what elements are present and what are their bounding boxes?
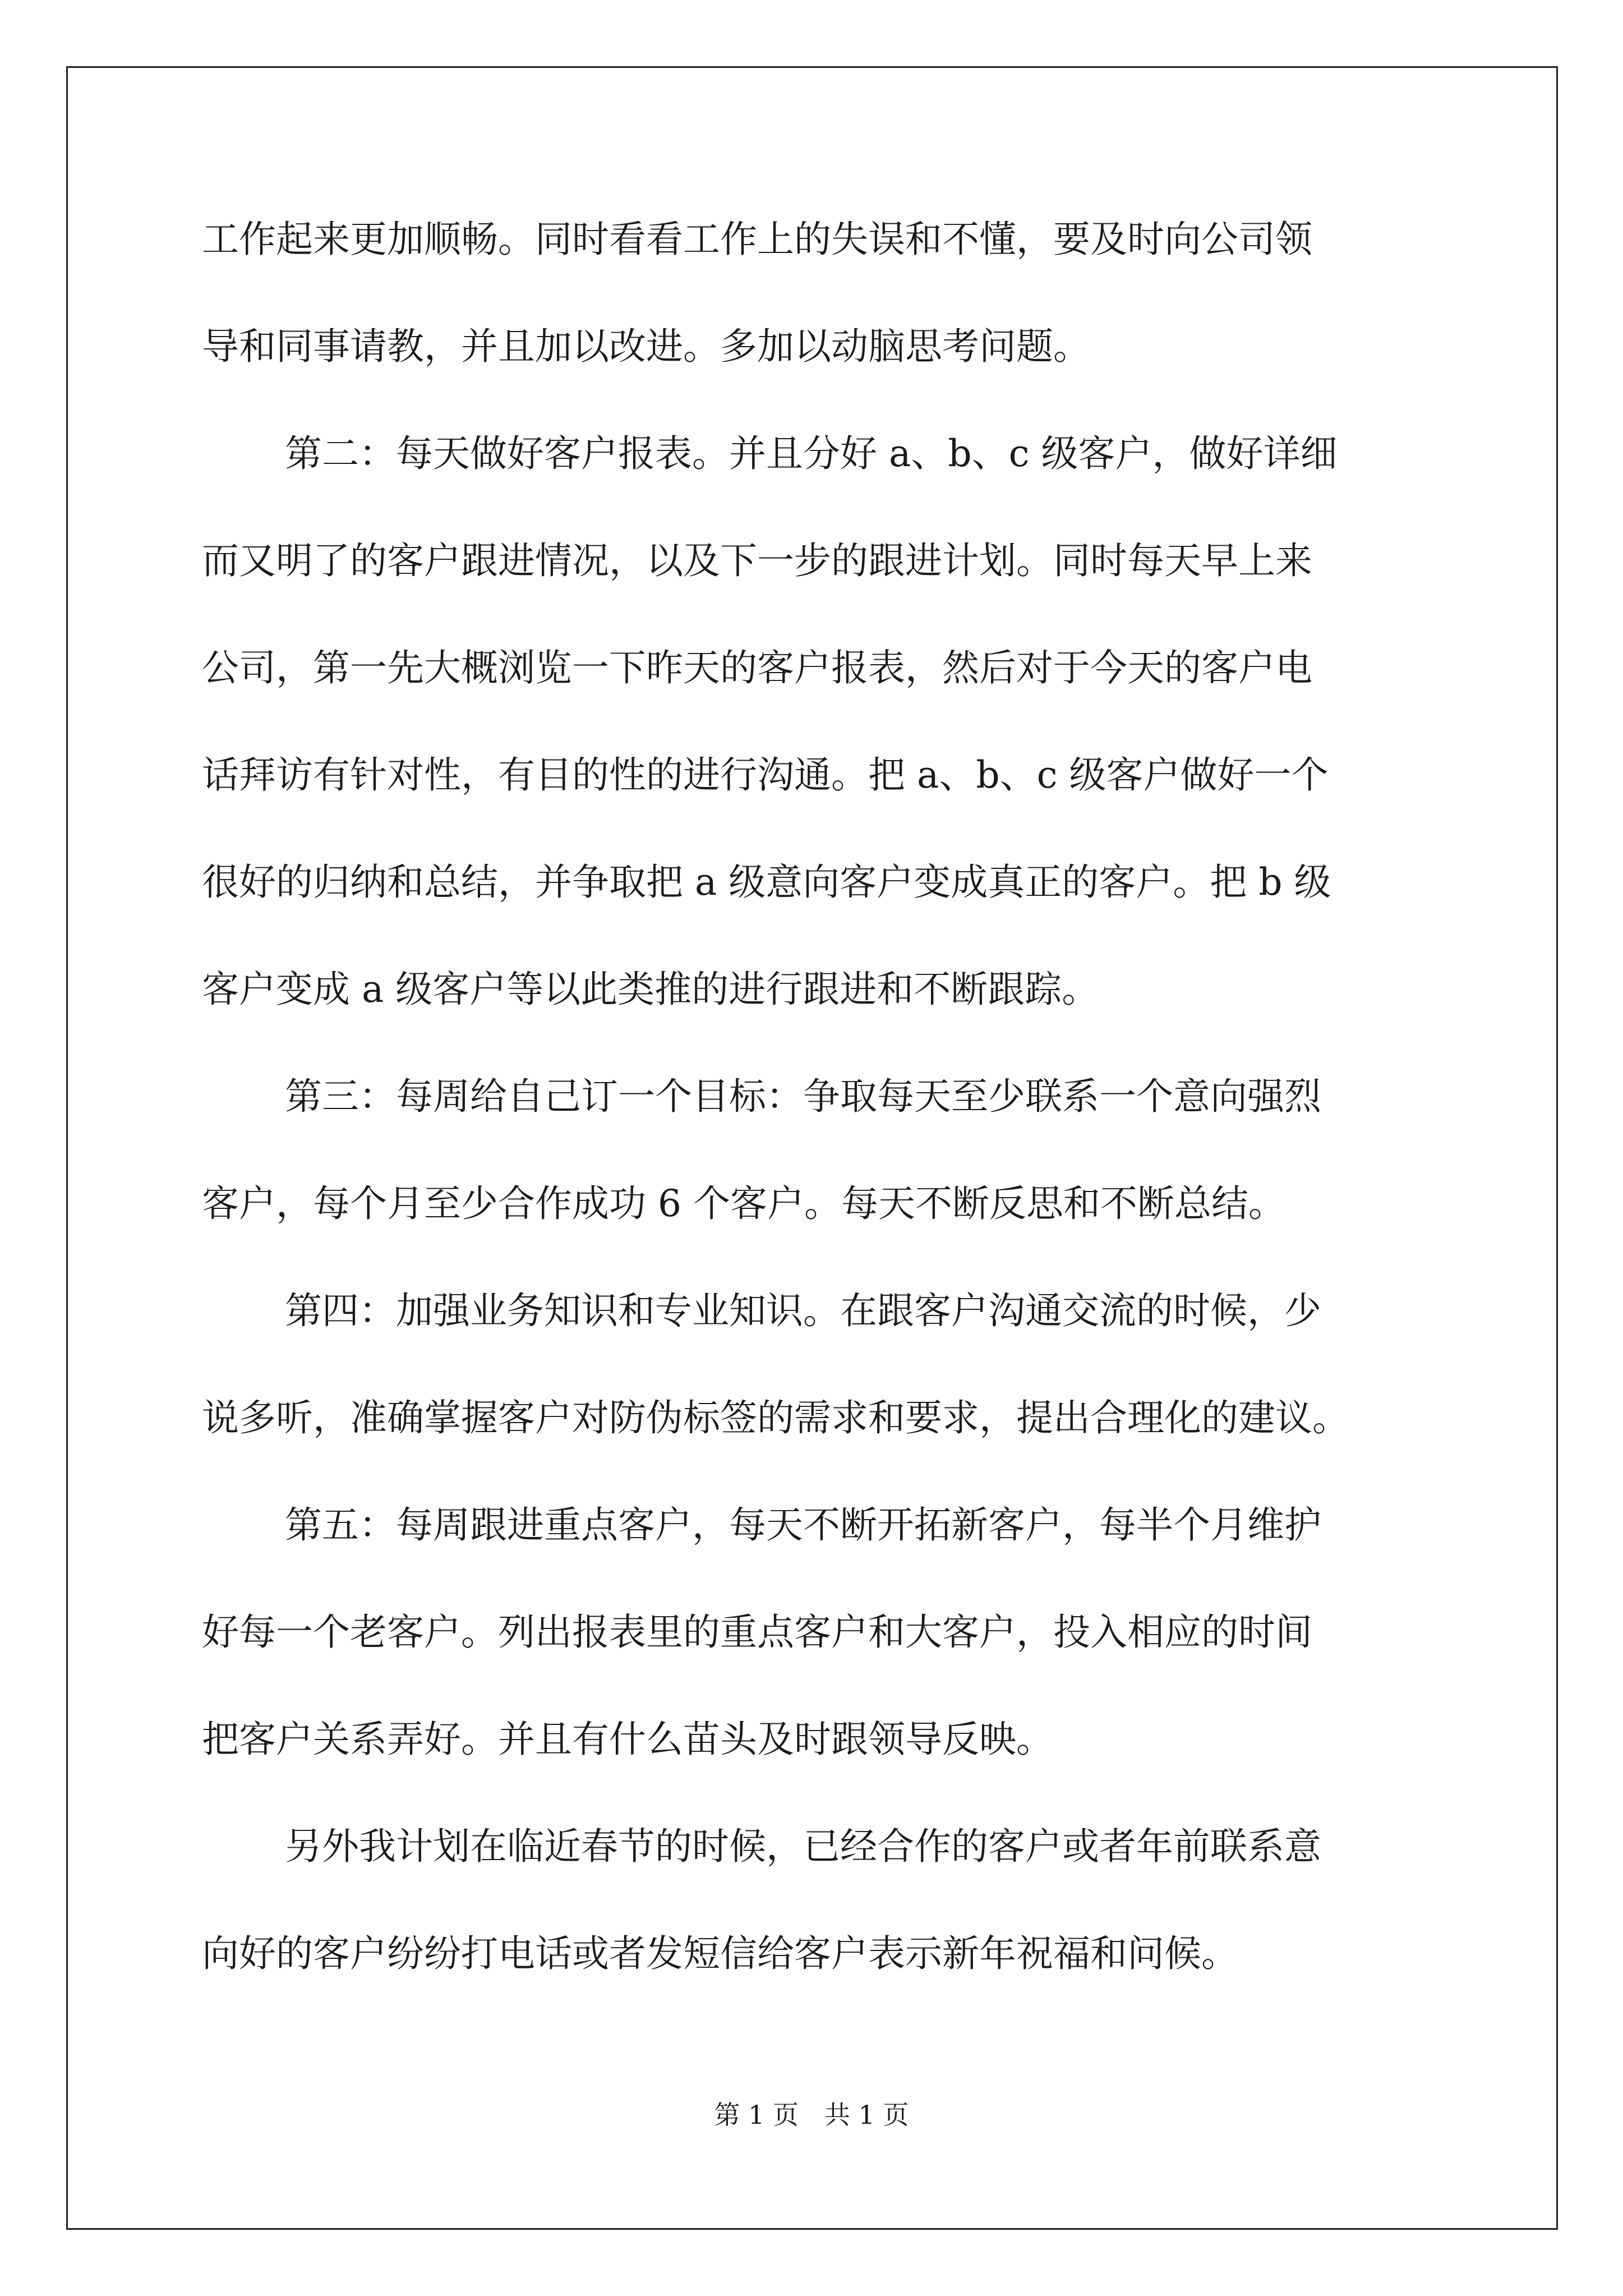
text-line-12: 说多听，准确掌握客户对防伪标签的需求和要求，提出合理化的建议。 <box>202 1396 1349 1439</box>
text-line-10: 客户，每个月至少合作成功 6 个客户。每天不断反思和不断总结。 <box>202 1182 1285 1225</box>
text-line-15: 把客户关系弄好。并且有什么苗头及时跟领导反映。 <box>202 1718 1053 1761</box>
text-line-17: 向好的客户纷纷打电话或者发短信给客户表示新年祝福和问候。 <box>202 1932 1238 1975</box>
text-line-4: 而又明了的客户跟进情况，以及下一步的跟进计划。同时每天早上来 <box>202 539 1312 582</box>
text-line-3: 第二：每天做好客户报表。并且分好 a、b、c 级客户，做好详细 <box>285 432 1338 475</box>
text-line-9: 第三：每周给自己订一个目标：争取每天至少联系一个意向强烈 <box>285 1075 1321 1118</box>
text-line-2: 导和同事请教，并且加以改进。多加以动脑思考问题。 <box>202 325 1090 368</box>
text-line-6: 话拜访有针对性，有目的性的进行沟通。把 a、b、c 级客户做好一个 <box>202 753 1329 797</box>
text-line-1: 工作起来更加顺畅。同时看看工作上的失误和不懂，要及时向公司领 <box>202 218 1312 261</box>
text-line-5: 公司，第一先大概浏览一下昨天的客户报表，然后对于今天的客户电 <box>202 646 1312 689</box>
text-line-7: 很好的归纳和总结，并争取把 a 级意向客户变成真正的客户。把 b 级 <box>202 861 1331 904</box>
text-line-14: 好每一个老客户。列出报表里的重点客户和大客户，投入相应的时间 <box>202 1611 1312 1654</box>
text-line-13: 第五：每周跟进重点客户，每天不断开拓新客户，每半个月维护 <box>285 1503 1321 1547</box>
text-line-11: 第四：加强业务知识和专业知识。在跟客户沟通交流的时候，少 <box>285 1289 1321 1332</box>
document-body <box>202 218 1424 2039</box>
text-line-16: 另外我计划在临近春节的时候，已经合作的客户或者年前联系意 <box>285 1825 1321 1868</box>
text-line-8: 客户变成 a 级客户等以此类推的进行跟进和不断跟踪。 <box>202 968 1099 1011</box>
page-number-footer: 第 1 页 共 1 页 <box>714 2100 909 2130</box>
